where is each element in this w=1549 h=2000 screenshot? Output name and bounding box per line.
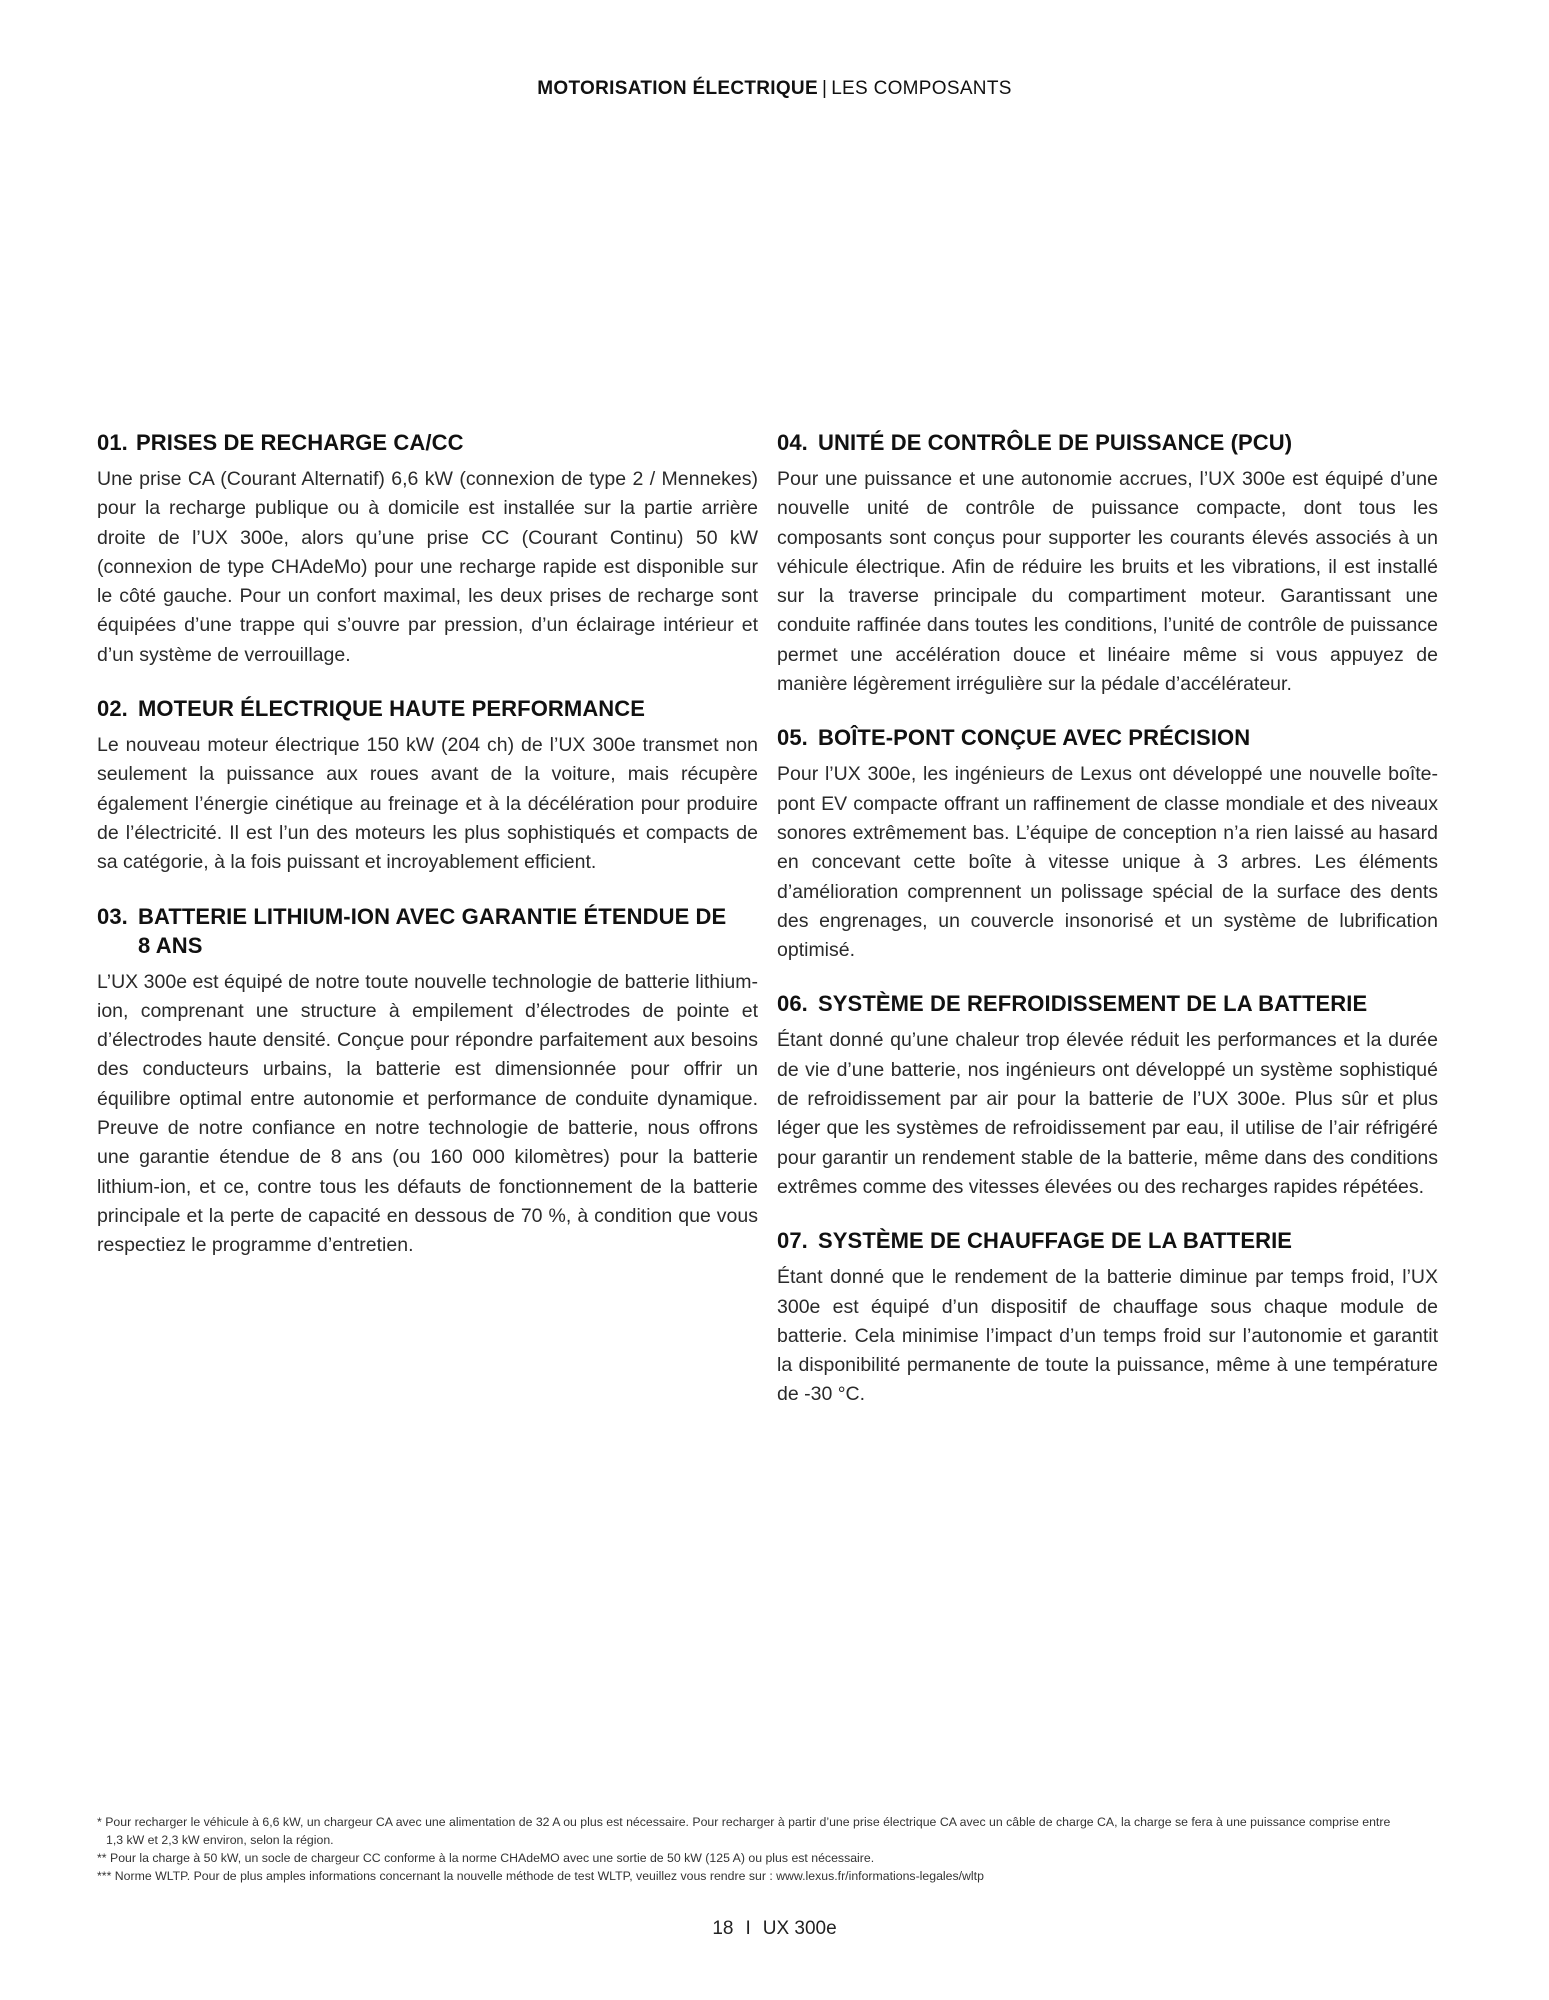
footnote-ac-charging: * Pour recharger le véhicule à 6,6 kW, un chargeur CA avec une alimentation de 32 A ou plus est nécessaire. Pour recharger à partir d’une prise électrique CA avec un câble de charge CA, la charge se fera à une puissance comprise entre [97,1815,1391,1829]
footer-separator: I [745,1918,751,1939]
page-number: 18 [712,1918,734,1939]
section-heading [97,902,738,960]
page-footer [0,1918,1549,1940]
section-body: Pour une puissance et une autonomie accrues, l’UX 300e est équipé d’une nouvelle unité de contrôle de puissance compacte, dont tous les composants sont conçus pour supporter les courants élevés associés à un véhicule électrique. Afin de réduire les bruits et les vibrations, il est installé sur la traverse principale du compartiment moteur. Garantissant une conduite raffinée dans toutes les conditions, l’unité de contrôle de puissance permet une accélération douce et linéaire même si vous appuyez de manière légèrement irrégulière sur la pédale d’accélérateur. [777,468,1438,696]
right-column [777,428,1438,1434]
section-title: SYSTÈME DE CHAUFFAGE DE LA BATTERIE [818,1228,1293,1254]
section-title: BOÎTE-PONT CONÇUE AVEC PRÉCISION [818,725,1251,751]
left-column [97,428,758,1285]
section-heading [777,723,1438,752]
section-title: SYSTÈME DE REFROIDISSEMENT DE LA BATTERIE [818,991,1368,1017]
section-number: 02. [97,696,128,722]
section-number: 05. [777,725,808,751]
section-battery-cooling [777,989,1438,1202]
section-number: 04. [777,430,808,455]
footnote-dc-charging: ** Pour la charge à 50 kW, un socle de chargeur CC conforme à la norme CHAdeMO avec une sortie de 50 kW (125 A) ou plus est nécessaire. [97,1851,875,1865]
section-electric-motor [97,694,758,877]
section-battery-warranty [97,902,758,1261]
section-charging-ports [97,428,758,670]
header-separator: | [821,78,828,99]
section-number: 01. [97,430,128,455]
section-body: Étant donné que le rendement de la batterie diminue par temps froid, l’UX 300e est équipé d’un dispositif de chauffage sous chaque module de batterie. Cela minimise l’impact d’un temps froid sur l’autonomie et garantit la disponibilité permanente de toute la puissance, même à une température de -30 °C. [777,1266,1438,1406]
section-body: Pour l’UX 300e, les ingénieurs de Lexus ont développé une nouvelle boîte-pont EV compacte offrant un raffinement de classe mondiale et des niveaux sonores extrêmement bas. L’équipe de conception n’a rien laissé au hasard en concevant cette boîte à vitesse unique à 3 arbres. Les éléments d’amélioration comprennent un polissage spécial de la surface des dents des engrenages, un couvercle insonorisé et un système de lubrification optimisé. [777,763,1438,962]
section-heading [777,1226,1438,1255]
section-title: BATTERIE LITHIUM-ION AVEC GARANTIE ÉTENDUE DE 8 ANS [138,903,727,958]
section-battery-heating [777,1226,1438,1409]
section-body: Le nouveau moteur électrique 150 kW (204 ch) de l’UX 300e transmet non seulement la puissance aux roues avant de la voiture, mais récupère également l’énergie cinétique au freinage et à la décélération pour produire de l’électricité. Il est l’un des moteurs les plus sophistiqués et compacts de sa catégorie, à la fois puissant et incroyablement efficient. [97,734,758,874]
header-section-title: MOTORISATION ÉLECTRIQUE [537,78,818,99]
section-heading [777,989,1438,1018]
page-header [0,78,1549,100]
section-transaxle [777,723,1438,965]
section-title: PRISES DE RECHARGE CA/CC [136,430,464,455]
section-title: UNITÉ DE CONTRÔLE DE PUISSANCE (PCU) [818,430,1293,455]
section-title: MOTEUR ÉLECTRIQUE HAUTE PERFORMANCE [138,696,646,722]
section-body: Étant donné qu’une chaleur trop élevée réduit les performances et la durée de vie d’une batterie, nos ingénieurs ont développé un système sophistiqué de refroidissement par air pour la batterie de l’UX 300e. Plus sûr et plus léger que les systèmes de refroidissement par eau, il utilise de l’air réfrigéré pour garantir un rendement stable de la batterie, même dans des conditions extrêmes comme des vitesses élevées ou des recharges rapides répétées. [777,1029,1438,1198]
section-body: Une prise CA (Courant Alternatif) 6,6 kW (connexion de type 2 / Mennekes) pour la recharge publique ou à domicile est installée sur la partie arrière droite de l’UX 300e, alors qu’une prise CC (Courant Continu) 50 kW (connexion de type CHAdeMo) pour une recharge rapide est disponible sur le côté gauche. Pour un confort maximal, les deux prises de recharge sont équipées d’une trappe qui s’ouvre par pression, d’un éclairage intérieur et d’un système de verrouillage. [97,468,758,666]
section-number: 06. [777,991,808,1017]
section-number: 03. [97,903,128,929]
section-pcu [777,428,1438,699]
section-heading [777,428,1438,457]
header-subsection-title: LES COMPOSANTS [831,78,1012,99]
footnotes [97,1813,1427,1885]
section-body: L’UX 300e est équipé de notre toute nouvelle technologie de batterie lithium-ion, comprenant une structure à empilement d’électrodes de pointe et d’électrodes haute densité. Conçue pour répondre parfaitement aux besoins des conducteurs urbains, la batterie est dimensionnée pour offrir un équilibre optimal entre autonomie et performance de conduite dynamique. Preuve de notre confiance en notre technologie de batterie, nous offrons une garantie étendue de 8 ans (ou 160 000 kilomètres) pour la batterie lithium-ion, et ce, contre tous les défauts de fonctionnement de la batterie principale et la perte de capacité en dessous de 70 %, à condition que vous respectiez le programme d’entretien. [97,970,758,1257]
section-heading [97,428,758,457]
footer-model-name: UX 300e [762,1918,837,1939]
footnote-ac-charging-continued: 1,3 kW et 2,3 kW environ, selon la région. [106,1833,334,1847]
footnote-wltp: *** Norme WLTP. Pour de plus amples informations concernant la nouvelle méthode de test WLTP, veuillez vous rendre sur : www.lexus.fr/informations-legales/wltp [97,1869,984,1883]
section-number: 07. [777,1228,808,1254]
section-heading [97,694,758,723]
